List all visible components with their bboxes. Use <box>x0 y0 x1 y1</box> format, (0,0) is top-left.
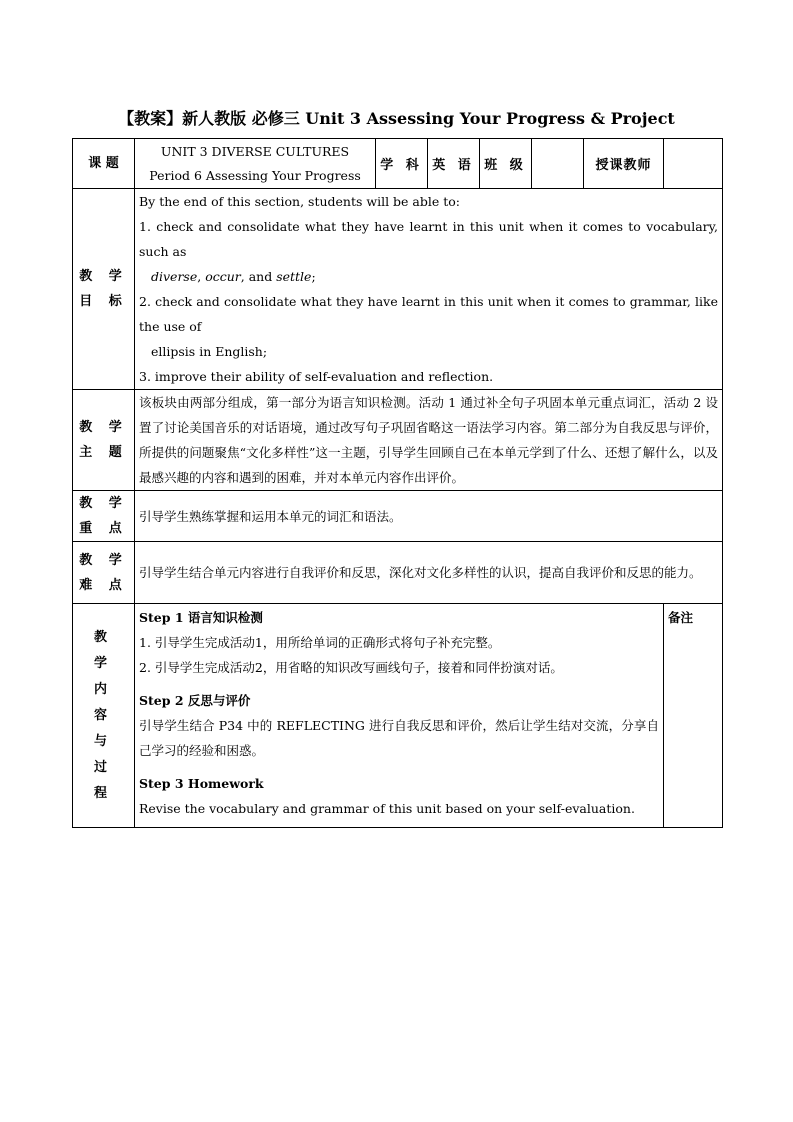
difficulties-row <box>73 542 723 604</box>
objectives-content <box>135 189 723 390</box>
process-label-char-6: 过 <box>93 759 113 775</box>
step-1-item-2: 2. 引导学生完成活动2，用省略的知识改写画线句子，接着和同伴扮演对话。 <box>139 660 563 675</box>
objective-item-1-text: 1. check and consolidate what they have learnt in this unit when it comes to vocabulary, such as <box>139 219 718 259</box>
header-row <box>73 139 723 189</box>
word-sep-2: , and <box>240 269 277 284</box>
difficulties-content: 引导学生结合单元内容进行自我评价和反思，深化对文化多样性的认识，提高自我评价和反思的能力。 <box>135 542 723 604</box>
theme-label-line-1: 教 学 <box>79 420 128 435</box>
step-1-title: Step 1 语言知识检测 <box>139 610 263 625</box>
objectives-row <box>73 189 723 390</box>
objective-item-2-cont: ellipsis in English; <box>151 344 268 359</box>
objectives-label-line-1: 教 学 <box>79 269 128 284</box>
word-sep-1: , <box>197 269 206 284</box>
notes-cell: 备注 <box>664 604 723 828</box>
objective-item-1 <box>139 214 718 289</box>
objective-item-3: 3. improve their ability of self-evaluation and reflection. <box>139 369 494 384</box>
theme-row <box>73 390 723 491</box>
topic-value <box>135 139 376 189</box>
objective-item-2 <box>139 289 718 364</box>
class-value <box>532 139 584 189</box>
key-points-label-line-2: 重 点 <box>79 521 128 536</box>
theme-content: 该板块由两部分组成，第一部分为语言知识检测。活动 1 通过补全句子巩固本单元重点词汇，活动 2 设置了讨论美国音乐的对话语境，通过改写句子巩固省略这一语法学习内容。第二部分为自我反思与评价，所提供的问题聚焦“文化多样性”这一主题，引导学生回顾自己在本单元学到了什么、还想了解什么，以及最感兴趣的内容和遇到的困难，并对本单元内容作出评价。 <box>135 390 723 491</box>
word-end: ; <box>311 269 316 284</box>
document-title: 【教案】新人教版 必修三 Unit 3 Assessing Your Progress & Project <box>118 109 675 128</box>
theme-label <box>73 390 135 491</box>
step-3-title: Step 3 Homework <box>139 776 264 791</box>
process-label-char-2: 学 <box>93 655 113 671</box>
objective-item-1-words <box>139 264 718 289</box>
topic-line-1: UNIT 3 DIVERSE CULTURES <box>160 143 350 159</box>
topic-line-2: Period 6 Assessing Your Progress <box>149 167 361 183</box>
process-label-char-1: 教 <box>93 629 113 645</box>
key-points-label-line-1: 教 学 <box>79 496 128 511</box>
process-label <box>73 604 135 828</box>
step-2-text: 引导学生结合 P34 中的 REFLECTING 进行自我反思和评价，然后让学生结对交流，分享自己学习的经验和困惑。 <box>139 718 659 758</box>
objectives-label-line-2: 目 标 <box>79 294 128 309</box>
objective-item-2-text: 2. check and consolidate what they have learnt in this unit when it comes to grammar, like the use of <box>139 294 718 334</box>
theme-label-line-2: 主 题 <box>79 445 128 460</box>
subject-value: 英 语 <box>428 139 480 189</box>
process-label-char-5: 与 <box>93 733 113 749</box>
step-1-item-1: 1. 引导学生完成活动1，用所给单词的正确形式将句子补充完整。 <box>139 635 501 650</box>
word-occur: occur <box>205 269 241 284</box>
difficulties-label <box>73 542 135 604</box>
step-3-text: Revise the vocabulary and grammar of this unit based on your self-evaluation. <box>139 801 635 816</box>
key-points-row <box>73 491 723 542</box>
key-points-label <box>73 491 135 542</box>
teacher-label: 授课教师 <box>584 139 664 189</box>
process-label-char-4: 容 <box>93 707 113 723</box>
subject-label: 学 科 <box>376 139 428 189</box>
step-2-title: Step 2 反思与评价 <box>139 693 251 708</box>
process-row <box>73 604 723 828</box>
difficulties-label-line-1: 教 学 <box>79 552 128 568</box>
objectives-intro: By the end of this section, students will be able to: <box>139 194 461 209</box>
teacher-value <box>664 139 723 189</box>
topic-label: 课 题 <box>73 139 135 189</box>
word-diverse: diverse <box>151 269 198 284</box>
objectives-label <box>73 189 135 390</box>
process-label-char-3: 内 <box>93 681 113 697</box>
key-points-content: 引导学生熟练掌握和运用本单元的词汇和语法。 <box>135 491 723 542</box>
difficulties-label-line-2: 难 点 <box>79 577 128 593</box>
class-label: 班 级 <box>480 139 532 189</box>
process-label-char-7: 程 <box>93 785 113 801</box>
word-settle: settle <box>276 269 312 284</box>
process-content <box>135 604 664 828</box>
lesson-plan-table <box>72 138 723 828</box>
